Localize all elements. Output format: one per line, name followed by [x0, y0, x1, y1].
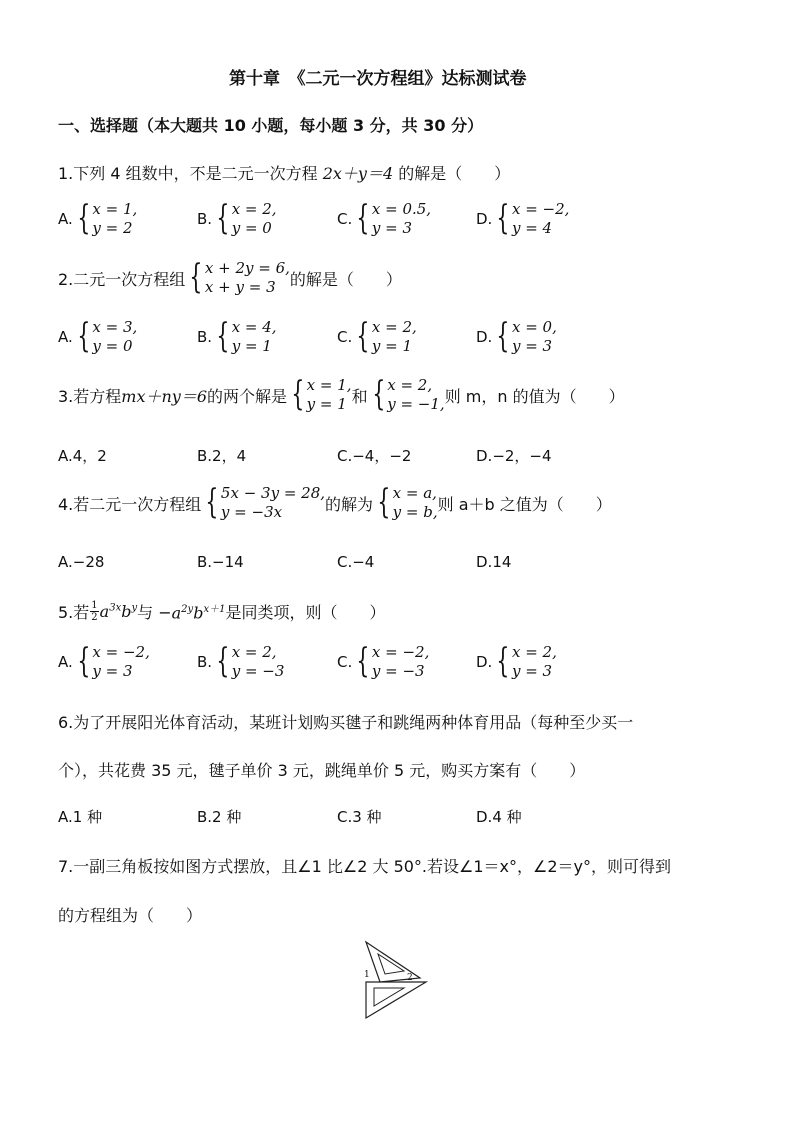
question-5-text-c: 是同类项，则（ ） — [225, 603, 386, 622]
q4-option-b[interactable]: B.−14 — [197, 553, 244, 571]
q5-option-c[interactable] — [337, 643, 429, 681]
q6-option-a[interactable]: A.1 种 — [58, 808, 103, 826]
option-label: D. — [476, 328, 493, 346]
system-line: x + 2y = 6, — [204, 259, 290, 277]
question-3-text-a: 3.若方程 — [58, 386, 122, 406]
term-2b-base: b — [193, 603, 204, 623]
system-line: x = 2, — [387, 376, 433, 394]
question-3-text-d: 则 m，n 的值为（ ） — [444, 386, 625, 406]
system-line: y = 1 — [306, 395, 347, 413]
q3-option-a[interactable]: A.4，2 — [58, 447, 107, 465]
brace-icon: { — [371, 374, 385, 414]
system-line: y = −1, — [387, 395, 445, 413]
brace-icon: { — [77, 198, 91, 238]
question-7-line-1: 7.一副三角板按如图方式摆放，且∠1 比∠2 大 50°.若设∠1＝x°，∠2＝y°，则可得到 — [58, 857, 672, 876]
q3-option-d[interactable]: D.−2，−4 — [476, 447, 552, 465]
term-2-exponent: 2y — [181, 604, 194, 616]
section-heading: 一、选择题（本大题共 10 小题，每小题 3 分，共 30 分） — [58, 116, 484, 135]
brace-icon: { — [496, 316, 510, 356]
system-line: x = −2, — [92, 643, 150, 661]
q6-option-c[interactable]: C.3 种 — [337, 808, 382, 826]
term-1-exponent: 3x — [109, 602, 122, 614]
term-1b-exponent: y — [131, 602, 138, 614]
system-line: y = 1 — [371, 337, 413, 355]
q4-option-a[interactable]: A.−28 — [58, 553, 105, 571]
question-5-text-a: 5.若 — [58, 603, 90, 622]
question-5-text-b: 与 − — [137, 603, 172, 622]
q6-option-b[interactable]: B.2 种 — [197, 808, 242, 826]
brace-icon: { — [216, 316, 230, 356]
q1-option-a[interactable] — [58, 200, 137, 238]
system-line: x = −2, — [511, 200, 570, 218]
question-4-text-c: 则 a＋b 之值为（ ） — [437, 494, 612, 514]
q4-option-d[interactable]: D.14 — [476, 553, 512, 571]
term-1 — [100, 602, 137, 621]
option-label: C. — [337, 653, 353, 671]
system-line: 5x − 3y = 28, — [220, 484, 326, 502]
system-line: x = 4, — [231, 318, 277, 336]
system-line: y = 3 — [371, 219, 413, 237]
system-line: y = 1 — [231, 337, 272, 355]
system-line: x = 1, — [92, 200, 138, 218]
brace-icon: { — [356, 316, 370, 356]
question-2-text-b: 的解是（ ） — [289, 269, 402, 289]
term-2 — [172, 600, 226, 622]
q2-option-c[interactable] — [337, 318, 417, 356]
q5-option-d[interactable] — [476, 643, 557, 681]
page-title: 第十章 《二元一次方程组》达标测试卷 — [229, 69, 527, 89]
system-line: y = 0 — [231, 219, 272, 237]
lower-set-square — [366, 982, 426, 1018]
term-2-base: a — [171, 603, 182, 623]
triangle-set-squares-figure — [360, 940, 432, 1022]
system-line: x = 0, — [511, 318, 557, 336]
system-line: y = 3 — [511, 662, 553, 680]
question-6-line-2: 个），共花费 35 元，毽子单价 3 元，跳绳单价 5 元，购买方案有（ ） — [58, 761, 586, 780]
brace-icon: { — [356, 198, 370, 238]
system-line: x = 2, — [511, 643, 557, 661]
question-2-text-a: 2.二元一次方程组 — [58, 269, 186, 289]
question-6-line-1: 6.为了开展阳光体育活动，某班计划购买毽子和跳绳两种体育用品（每种至少买一 — [58, 713, 634, 732]
q2-option-b[interactable] — [197, 318, 277, 356]
angle-1-label: 1 — [364, 970, 370, 980]
upper-set-square-inner — [378, 954, 404, 974]
system-line: y = −3x — [220, 503, 283, 521]
question-3 — [58, 376, 625, 414]
brace-icon: { — [496, 641, 510, 681]
option-label: B. — [197, 328, 213, 346]
q4-option-c[interactable]: C.−4 — [337, 553, 375, 571]
system-line: y = −3 — [371, 662, 425, 680]
system-line: x = a, — [392, 484, 437, 502]
q1-option-d[interactable] — [476, 200, 569, 238]
q3-option-b[interactable]: B.2，4 — [197, 447, 247, 465]
brace-icon: { — [189, 257, 203, 297]
option-label: A. — [58, 328, 73, 346]
lower-set-square-inner — [374, 988, 404, 1006]
system-line: x = −2, — [371, 643, 430, 661]
brace-icon: { — [205, 482, 219, 522]
option-label: C. — [337, 328, 353, 346]
q1-option-b[interactable] — [197, 200, 277, 238]
question-1-text-b: 的解是（ ） — [393, 164, 511, 183]
system-line: y = b, — [392, 503, 438, 521]
question-1 — [58, 161, 510, 184]
brace-icon: { — [356, 641, 370, 681]
system-line: x = 3, — [92, 318, 138, 336]
option-label: C. — [337, 210, 353, 228]
system-line: y = 3 — [92, 662, 133, 680]
system-line: x = 2, — [231, 643, 277, 661]
term-2b-exponent: x＋1 — [203, 604, 226, 616]
term-1-base: a — [99, 602, 110, 621]
term-1b-base: b — [121, 602, 132, 621]
system-line: x = 2, — [231, 200, 277, 218]
q3-option-c[interactable]: C.−4，−2 — [337, 447, 412, 465]
brace-icon: { — [77, 641, 91, 681]
brace-icon: { — [291, 374, 305, 414]
system-line: x + y = 3 — [204, 278, 276, 296]
brace-icon: { — [77, 316, 91, 356]
question-1-equation: 2x＋y＝4 — [322, 164, 394, 183]
option-label: D. — [476, 653, 493, 671]
q6-option-d[interactable]: D.4 种 — [476, 808, 522, 826]
fraction-denominator: 2 — [91, 612, 98, 623]
option-label: A. — [58, 653, 73, 671]
question-1-text-a: 1.下列 4 组数中，不是二元一次方程 — [58, 164, 323, 183]
question-3-text-c: 和 — [351, 386, 368, 406]
q2-option-a[interactable] — [58, 318, 137, 356]
q1-option-c[interactable] — [337, 200, 431, 238]
fraction-numerator: 1 — [91, 600, 98, 611]
question-7-line-2: 的方程组为（ ） — [58, 906, 203, 925]
question-3-equation: mx＋ny＝6 — [121, 386, 208, 406]
system-line: y = 4 — [511, 219, 553, 237]
fraction — [90, 600, 98, 623]
question-3-text-b: 的两个解是 — [207, 386, 288, 406]
system-line: y = −3 — [231, 662, 285, 680]
system-line: x = 2, — [371, 318, 417, 336]
system-line: y = 3 — [511, 337, 553, 355]
system-line: x = 0.5, — [371, 200, 432, 218]
system-line: y = 0 — [92, 337, 133, 355]
system-line: x = 1, — [306, 376, 352, 394]
option-label: D. — [476, 210, 493, 228]
brace-icon: { — [216, 198, 230, 238]
question-4-text-b: 的解为 — [325, 494, 374, 514]
question-4 — [58, 484, 612, 522]
option-label: A. — [58, 210, 73, 228]
brace-icon: { — [377, 482, 391, 522]
q5-option-a[interactable] — [58, 643, 150, 681]
option-label: B. — [197, 210, 213, 228]
brace-icon: { — [496, 198, 510, 238]
q5-option-b[interactable] — [197, 643, 284, 681]
question-2 — [58, 259, 402, 297]
angle-2-label: 2 — [407, 973, 413, 983]
brace-icon: { — [216, 641, 230, 681]
system-line: y = 2 — [92, 219, 133, 237]
question-4-text-a: 4.若二元一次方程组 — [58, 494, 202, 514]
q2-option-d[interactable] — [476, 318, 557, 356]
question-5 — [58, 600, 385, 623]
option-label: B. — [197, 653, 213, 671]
